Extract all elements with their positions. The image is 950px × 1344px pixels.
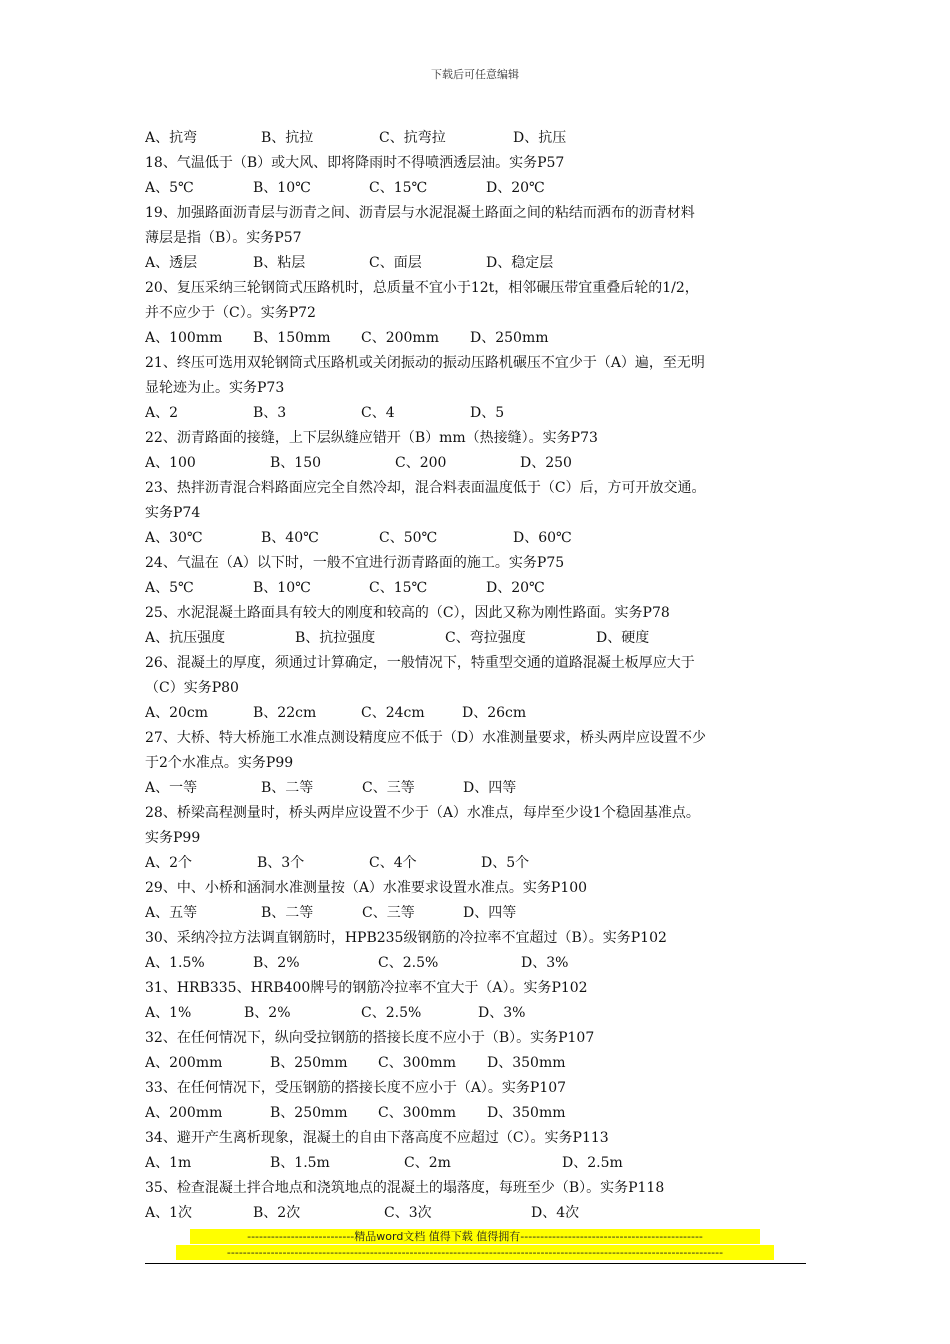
question-line: 22、沥青路面的接缝，上下层纵缝应错开（B）mm（热接缝）。实务P73 — [145, 430, 598, 446]
answer-option: A、1% — [145, 1005, 192, 1021]
answer-option: A、20cm — [145, 705, 209, 721]
question-line: 并不应少于（C）。实务P72 — [145, 305, 316, 321]
answer-option: D、350mm — [487, 1105, 566, 1121]
answer-option: B、3 — [253, 405, 287, 421]
answer-option: A、透层 — [145, 255, 198, 271]
answer-options — [145, 451, 810, 476]
answer-options — [145, 576, 810, 601]
answer-option: D、抗压 — [513, 130, 567, 146]
answer-option: B、粘层 — [253, 255, 306, 271]
answer-options — [145, 776, 810, 801]
answer-options — [145, 1001, 810, 1026]
footer-rule — [145, 1263, 806, 1264]
answer-options — [145, 1101, 810, 1126]
answer-options — [145, 1051, 810, 1076]
answer-option: D、四等 — [463, 905, 517, 921]
answer-options — [145, 901, 810, 926]
answer-option: D、3% — [521, 955, 569, 971]
answer-option: C、2m — [404, 1155, 451, 1171]
answer-option: C、弯拉强度 — [445, 630, 526, 646]
answer-option: D、四等 — [463, 780, 517, 796]
answer-option: D、4次 — [531, 1205, 580, 1221]
answer-options — [145, 626, 810, 651]
answer-options — [145, 401, 810, 426]
answer-option: D、20℃ — [486, 580, 545, 596]
answer-option: B、1.5m — [270, 1155, 330, 1171]
answer-option: B、22cm — [253, 705, 317, 721]
question-line: 20、复压采纳三轮钢筒式压路机时，总质量不宜小于12t，相邻碾压带宜重叠后轮的1/2， — [145, 280, 699, 296]
answer-option: C、50℃ — [379, 530, 438, 546]
question-line: （C）实务P80 — [145, 680, 239, 696]
answer-option: D、20℃ — [486, 180, 545, 196]
footer-banner-line-1: ---------------------------精品word文档 值得下载 值得拥有---------------------------------------------- — [190, 1229, 760, 1244]
answer-option: D、60℃ — [513, 530, 572, 546]
answer-options — [145, 526, 810, 551]
answer-option: A、30℃ — [145, 530, 203, 546]
answer-option: D、5 — [470, 405, 505, 421]
answer-option: B、2% — [253, 955, 300, 971]
answer-option: B、2次 — [253, 1205, 301, 1221]
question-line: 35、检查混凝土拌合地点和浇筑地点的混凝土的塌落度，每班至少（B）。实务P118 — [145, 1180, 665, 1196]
answer-option: C、24cm — [361, 705, 425, 721]
answer-option: D、26cm — [462, 705, 527, 721]
document-body — [145, 126, 810, 1226]
answer-option: B、150mm — [253, 330, 331, 346]
question-line: 18、气温低于（B）或大风、即将降雨时不得喷洒透层油。实务P57 — [145, 155, 565, 171]
answer-options — [145, 126, 810, 151]
answer-options — [145, 176, 810, 201]
question-line: 24、气温在（A）以下时，一般不宜进行沥青路面的施工。实务P75 — [145, 555, 565, 571]
answer-option: C、面层 — [369, 255, 422, 271]
question-line: 25、水泥混凝土路面具有较大的刚度和较高的（C），因此又称为刚性路面。实务P78 — [145, 605, 670, 621]
answer-option: D、2.5m — [562, 1155, 623, 1171]
question-line: 28、桥梁高程测量时，桥头两岸应设置不少于（A）水准点，每岸至少设1个稳固基准点。 — [145, 805, 700, 821]
answer-option: A、5℃ — [145, 180, 194, 196]
answer-option: A、五等 — [145, 905, 198, 921]
answer-option: C、4 — [361, 405, 395, 421]
answer-option: C、三等 — [362, 780, 415, 796]
question-line: 23、热拌沥青混合料路面应完全自然冷却，混合料表面温度低于（C）后，方可开放交通。 — [145, 480, 706, 496]
answer-option: A、1.5% — [145, 955, 205, 971]
answer-option: D、3% — [478, 1005, 526, 1021]
answer-option: B、250mm — [270, 1055, 348, 1071]
answer-option: B、2% — [244, 1005, 291, 1021]
answer-option: A、1次 — [145, 1205, 193, 1221]
question-line: 34、避开产生离析现象，混凝土的自由下落高度不应超过（C）。实务P113 — [145, 1130, 609, 1146]
answer-option: A、一等 — [145, 780, 198, 796]
answer-option: B、抗拉强度 — [295, 630, 376, 646]
answer-option: A、抗压强度 — [145, 630, 226, 646]
question-line: 19、加强路面沥青层与沥青之间、沥青层与水泥混凝土路面之间的粘结而洒布的沥青材料 — [145, 205, 695, 221]
question-line: 实务P74 — [145, 505, 201, 521]
question-line: 31、HRB335、HRB400牌号的钢筋冷拉率不宜大于（A）。实务P102 — [145, 980, 588, 996]
question-line: 实务P99 — [145, 830, 201, 846]
answer-option: B、150 — [270, 455, 322, 471]
question-line: 30、采纳冷拉方法调直钢筋时，HPB235级钢筋的冷拉率不宜超过（B）。实务P102 — [145, 930, 667, 946]
answer-option: C、三等 — [362, 905, 415, 921]
answer-option: A、抗弯 — [145, 130, 198, 146]
question-line: 显轮迹为止。实务P73 — [145, 380, 285, 396]
answer-options — [145, 251, 810, 276]
answer-options — [145, 1151, 810, 1176]
answer-options — [145, 851, 810, 876]
answer-option: B、10℃ — [253, 580, 311, 596]
answer-option: A、2 — [145, 405, 179, 421]
answer-option: A、5℃ — [145, 580, 194, 596]
answer-option: B、40℃ — [261, 530, 319, 546]
answer-option: B、3个 — [257, 855, 305, 871]
question-line: 32、在任何情况下，纵向受拉钢筋的搭接长度不应小于（B）。实务P107 — [145, 1030, 595, 1046]
answer-option: A、200mm — [145, 1105, 223, 1121]
question-line: 27、大桥、特大桥施工水准点测设精度应不低于（D）水准测量要求，桥头两岸应设置不少 — [145, 730, 707, 746]
answer-option: D、250mm — [470, 330, 549, 346]
answer-options — [145, 326, 810, 351]
answer-option: C、300mm — [378, 1055, 456, 1071]
answer-option: C、3次 — [384, 1205, 432, 1221]
answer-option: C、200 — [395, 455, 447, 471]
question-line: 21、终压可选用双轮钢筒式压路机或关闭振动的振动压路机碾压不宜少于（A）遍，至无明 — [145, 355, 705, 371]
footer-banner-line-2: ----------------------------------------------------------------------------------------------------------------------------- — [176, 1245, 774, 1260]
answer-option: C、2.5% — [378, 955, 439, 971]
question-line: 26、混凝土的厚度，须通过计算确定，一般情况下，特重型交通的道路混凝土板厚应大于 — [145, 655, 695, 671]
answer-option: C、15℃ — [369, 580, 428, 596]
answer-option: C、200mm — [361, 330, 439, 346]
answer-option: C、300mm — [378, 1105, 456, 1121]
answer-option: A、100mm — [145, 330, 223, 346]
page-header: 下载后可任意编辑 — [431, 68, 519, 81]
question-line: 29、中、小桥和涵洞水准测量按（A）水准要求设置水准点。实务P100 — [145, 880, 588, 896]
answer-option: B、二等 — [261, 905, 314, 921]
answer-option: A、1m — [145, 1155, 192, 1171]
question-line: 薄层是指（B）。实务P57 — [145, 230, 302, 246]
answer-options — [145, 1201, 810, 1226]
answer-options — [145, 701, 810, 726]
answer-option: B、二等 — [261, 780, 314, 796]
answer-option: D、5个 — [481, 855, 530, 871]
answer-option: C、4个 — [369, 855, 417, 871]
answer-options — [145, 951, 810, 976]
question-line: 33、在任何情况下，受压钢筋的搭接长度不应小于（A）。实务P107 — [145, 1080, 567, 1096]
answer-option: A、200mm — [145, 1055, 223, 1071]
answer-option: B、10℃ — [253, 180, 311, 196]
answer-option: A、100 — [145, 455, 196, 471]
answer-option: A、2个 — [145, 855, 193, 871]
answer-option: D、硬度 — [596, 630, 650, 646]
answer-option: C、15℃ — [369, 180, 428, 196]
answer-option: B、抗拉 — [261, 130, 314, 146]
answer-option: D、350mm — [487, 1055, 566, 1071]
answer-option: B、250mm — [270, 1105, 348, 1121]
question-line: 于2个水准点。实务P99 — [145, 755, 294, 771]
answer-option: D、稳定层 — [486, 255, 554, 271]
answer-option: C、2.5% — [361, 1005, 422, 1021]
answer-option: C、抗弯拉 — [379, 130, 446, 146]
answer-option: D、250 — [520, 455, 572, 471]
